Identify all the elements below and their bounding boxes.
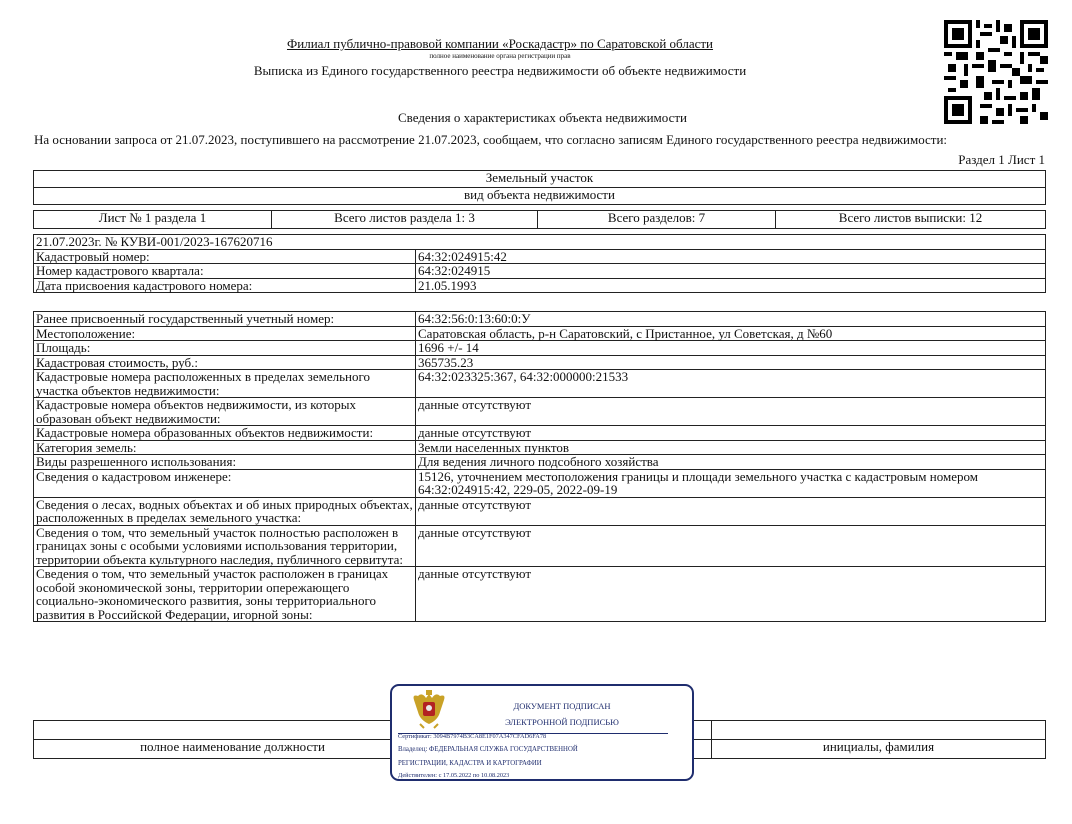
request-statement: На основании запроса от 21.07.2023, поступившего на рассмотрение 21.07.2023, сообщаем, что согласно записям Единого государственного реестра недвижимости: xyxy=(34,132,948,147)
table-row xyxy=(34,426,1046,441)
field-label: Местоположение: xyxy=(34,326,416,341)
qr-code-icon xyxy=(944,20,1048,124)
stamp-owner-continued: РЕГИСТРАЦИИ, КАДАСТРА И КАРТОГРАФИИ xyxy=(398,760,542,767)
field-label: Ранее присвоенный государственный учетный номер: xyxy=(34,312,416,327)
table-row xyxy=(34,312,1046,327)
table-row xyxy=(34,469,1046,497)
field-label: Сведения о том, что земельный участок расположен в границах особой экономической зоны, территории опережающего социально-экономического развития, зоны территориального развития в Российской Федерации, игорной зоны: xyxy=(34,567,416,622)
table-row xyxy=(34,264,1046,279)
table-row xyxy=(34,398,1046,426)
object-type: Земельный участок xyxy=(34,171,1046,188)
position-caption: полное наименование должности xyxy=(34,740,432,759)
field-label: Кадастровые номера образованных объектов недвижимости: xyxy=(34,426,416,441)
field-label: Кадастровая стоимость, руб.: xyxy=(34,355,416,370)
field-value: 64:32:024915:42 xyxy=(416,249,1046,264)
field-value: 15126, уточнением местоположения границы и площади земельного участка с кадастровым номером 64:32:024915:42, 229-05, 2022-09-19 xyxy=(416,469,1046,497)
coat-of-arms-icon xyxy=(410,690,448,730)
stamp-subtitle: ЭЛЕКТРОННОЙ ПОДПИСЬЮ xyxy=(505,717,619,727)
field-label: Виды разрешенного использования: xyxy=(34,455,416,470)
field-label: Площадь: xyxy=(34,341,416,356)
field-value: Для ведения личного подсобного хозяйства xyxy=(416,455,1046,470)
table-row xyxy=(34,341,1046,356)
table-row xyxy=(34,355,1046,370)
section-count: Всего разделов: 7 xyxy=(538,211,776,229)
table-row xyxy=(34,497,1046,525)
cadastral-main-table xyxy=(33,234,1046,293)
object-type-caption: вид объекта недвижимости xyxy=(34,188,1046,205)
extract-sheet-count: Всего листов выписки: 12 xyxy=(776,211,1046,229)
field-value: данные отсутствуют xyxy=(416,398,1046,426)
table-row xyxy=(34,326,1046,341)
stamp-certificate: Сертификат: 3094B7974B3CA8E1F07A347CFAD6FA78 xyxy=(398,733,547,740)
field-label: Кадастровые номера расположенных в пределах земельного участка объектов недвижимости: xyxy=(34,370,416,398)
field-label: Кадастровый номер: xyxy=(34,249,416,264)
section-sheet-count: Всего листов раздела 1: 3 xyxy=(272,211,538,229)
stamp-validity: Действителен: с 17.05.2022 по 10.08.2023 xyxy=(398,772,510,779)
field-value: 1696 +/- 14 xyxy=(416,341,1046,356)
field-value: данные отсутствуют xyxy=(416,497,1046,525)
stamp-owner: Владелец: ФЕДЕРАЛЬНАЯ СЛУЖБА ГОСУДАРСТВЕННОЙ xyxy=(398,746,578,753)
field-value: 21.05.1993 xyxy=(416,278,1046,293)
field-value: 64:32:024915 xyxy=(416,264,1046,279)
table-row xyxy=(34,278,1046,293)
field-value: данные отсутствуют xyxy=(416,567,1046,622)
characteristics-table xyxy=(33,311,1046,622)
document-title: Выписка из Единого государственного реестра недвижимости об объекте недвижимости xyxy=(253,63,747,78)
sheet-number: Лист № 1 раздела 1 xyxy=(34,211,272,229)
table-row xyxy=(34,567,1046,622)
position-field xyxy=(34,721,432,740)
organization-caption: полное наименование органа регистрации прав xyxy=(429,52,571,60)
field-value: 365735.23 xyxy=(416,355,1046,370)
field-label: Сведения о кадастровом инженере: xyxy=(34,469,416,497)
section-page-label: Раздел 1 Лист 1 xyxy=(958,152,1045,167)
field-label: Номер кадастрового квартала: xyxy=(34,264,416,279)
field-label: Категория земель: xyxy=(34,440,416,455)
section-title: Сведения о характеристиках объекта недвижимости xyxy=(397,110,688,125)
object-type-table xyxy=(33,170,1046,205)
field-label: Дата присвоения кадастрового номера: xyxy=(34,278,416,293)
name-caption: инициалы, фамилия xyxy=(712,740,1046,759)
table-row xyxy=(34,440,1046,455)
table-row xyxy=(34,525,1046,567)
field-value: Земли населенных пунктов xyxy=(416,440,1046,455)
field-label: Кадастровые номера объектов недвижимости, из которых образован объект недвижимости: xyxy=(34,398,416,426)
sheet-info-table xyxy=(33,210,1046,229)
field-value: 64:32:56:0:13:60:0:У xyxy=(416,312,1046,327)
record-number: 21.07.2023г. № КУВИ-001/2023-167620716 xyxy=(34,235,1046,250)
table-row xyxy=(34,370,1046,398)
field-value: данные отсутствуют xyxy=(416,525,1046,567)
field-label: Сведения о том, что земельный участок полностью расположен в границах зоны с особыми условиями использования территории, территории объекта культурного наследия, публичного сервитута: xyxy=(34,525,416,567)
field-value: данные отсутствуют xyxy=(416,426,1046,441)
name-field xyxy=(712,721,1046,740)
table-row xyxy=(34,455,1046,470)
stamp-title: ДОКУМЕНТ ПОДПИСАН xyxy=(513,701,611,711)
field-value: Саратовская область, р-н Саратовский, с Пристанное, ул Советская, д №60 xyxy=(416,326,1046,341)
organization-name: Филиал публично-правовой компании «Роскадастр» по Саратовской области xyxy=(286,36,714,51)
table-row xyxy=(34,249,1046,264)
field-label: Сведения о лесах, водных объектах и об иных природных объектах, расположенных в пределах земельного участка: xyxy=(34,497,416,525)
electronic-signature-stamp xyxy=(390,684,694,781)
field-value: 64:32:023325:367, 64:32:000000:21533 xyxy=(416,370,1046,398)
